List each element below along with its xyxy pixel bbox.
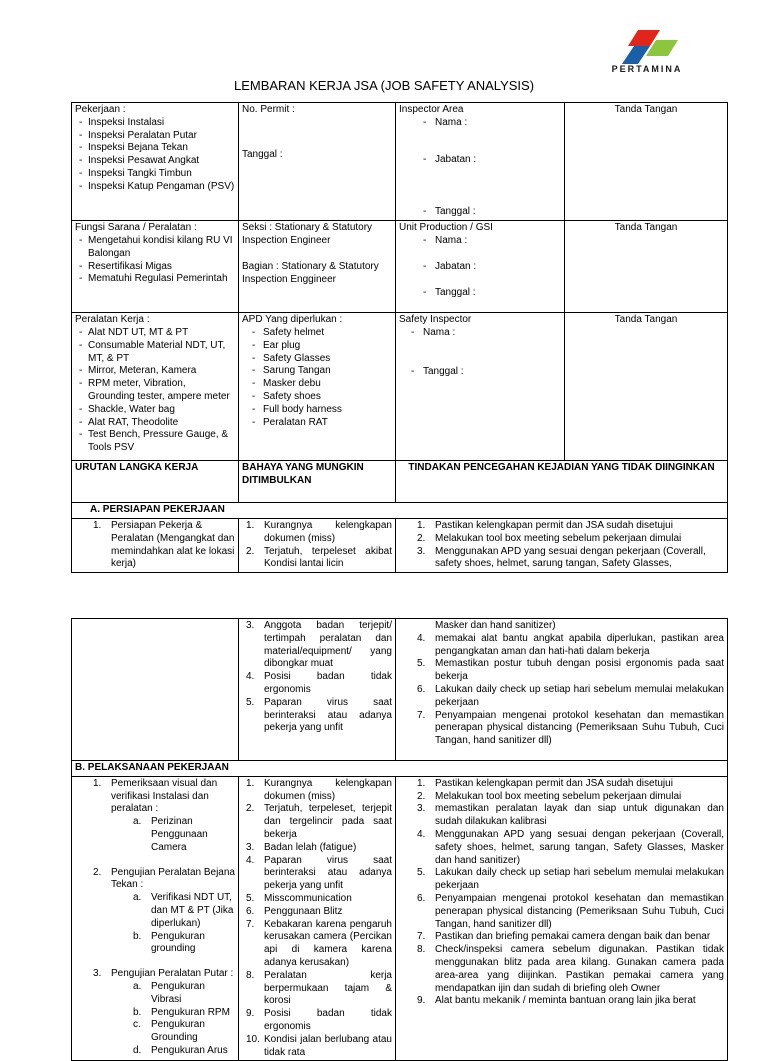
action-cell xyxy=(396,518,728,572)
action-item: 3. memastikan peralatan layak dan siap untuk digunakan dan sudah dilakukan kalibrasi xyxy=(417,803,724,828)
pekerjaan-item: - Inspeksi Instalasi xyxy=(79,117,235,130)
hazard-item: 6. Penggunaan Blitz xyxy=(246,905,343,917)
hazard-item: 2. Terjatuh, terpeleset, terjepit dan tergelincir pada saat bekerja xyxy=(246,803,392,840)
section-a-title: A. PERSIAPAN PEKERJAAN xyxy=(72,503,728,519)
step-item: 1. Persiapan Pekerja & Peralatan (Mengangkat dan memindahkan alat ke lokasi kerja) xyxy=(93,519,235,570)
apd-label: APD Yang diperlukan : xyxy=(242,314,343,326)
sub-step-item: a. Perizinan Penggunaan Camera xyxy=(133,816,208,853)
step-cell xyxy=(72,619,239,761)
fungsi-label: Fungsi Sarana / Peralatan : xyxy=(75,222,197,234)
pekerjaan-list xyxy=(75,117,235,194)
action-item: 5. Lakukan daily check up setiap hari sebelum memulai melakukan pekerjaan xyxy=(417,867,724,892)
page-gap xyxy=(0,600,768,618)
jabatan-label: - Jabatan : xyxy=(423,261,561,274)
jsa-table-page-2 xyxy=(71,618,728,1061)
tanggal-label: - Tanggal : xyxy=(411,366,561,379)
action-item: 3. Menggunakan APD yang sesuai dengan pekerjaan (Coverall, safety shoes, helmet, sarung tangan, Safety Glasses, xyxy=(417,545,706,570)
hazard-item: 1. Kurangnya kelengkapan dokumen (miss) xyxy=(246,777,392,802)
hazard-list xyxy=(242,778,392,1060)
pekerjaan-item: - Inspeksi Bejana Tekan xyxy=(79,142,235,155)
apd-item: - Safety shoes xyxy=(252,391,392,404)
peralatan-list xyxy=(75,327,235,455)
section-b-row xyxy=(72,761,728,777)
action-item: 1. Pastikan kelengkapan permit dan JSA sudah disetujui xyxy=(417,777,673,789)
sub-step-item: a. Pengukuran Vibrasi xyxy=(133,980,205,1005)
action-item: 4. memakai alat bantu angkat apabila diperlukan, pastikan area pengangkatan aman dan hati-hati dalam bekerja xyxy=(417,632,724,657)
seksi-text: Seksi : Stationary & Statutory Inspection Engineer xyxy=(242,222,373,246)
hazard-item: 3. Anggota badan terjepit/ tertimpah peralatan dan material/equipment/ yang dibongkar muat xyxy=(246,620,392,670)
peralatan-item: - Alat NDT UT, MT & PT xyxy=(79,327,235,340)
hazard-item: 1. Kurangnya kelengkapan dokumen (miss) xyxy=(246,519,392,544)
fungsi-list xyxy=(75,235,235,286)
action-item: 8. Check/inspeksi camera sebelum digunakan. Pastikan tidak menggunakan blitz pada area kilang. Gunakan camera pada area-area yang diijinkan. Pastikan pemakai camera yang mendapatkan ijin dan sudah di briefing oleh Owner xyxy=(417,944,724,994)
signature-cell xyxy=(565,221,728,313)
jabatan-label: - Jabatan : xyxy=(423,154,561,167)
apd-item: - Safety helmet xyxy=(252,327,392,340)
nama-label: - Nama : xyxy=(423,235,561,248)
peralatan-label: Peralatan Kerja : xyxy=(75,314,150,326)
hazard-item: 5. Paparan virus saat berinteraksi atau adanya pekerja yang unfit xyxy=(246,696,392,734)
hazard-item: 9. Posisi badan tidak ergonomis xyxy=(246,1008,392,1032)
hazard-cell xyxy=(239,619,396,761)
step-item: 1. Pemeriksaan visual dan verifikasi Instalasi dan peralatan : a. Perizinan Penggunaan Camera xyxy=(91,778,235,855)
hazard-item: 4. Paparan virus saat berinteraksi atau adanya pekerja yang unfit xyxy=(246,854,392,892)
inspector-cell xyxy=(396,103,565,221)
peralatan-item: - Shackle, Water bag xyxy=(79,404,235,417)
action-list xyxy=(399,633,724,748)
apd-item: - Sarung Tangan xyxy=(252,365,392,378)
hazard-item: 8. Peralatan kerja berpermukaan tajam & korosi xyxy=(246,969,392,1007)
signature-label: Tanda Tangan xyxy=(614,314,678,326)
hazard-item: 3. Badan lelah (fatigue) xyxy=(246,841,357,853)
apd-cell xyxy=(239,313,396,461)
hazard-cell xyxy=(239,518,396,572)
info-row-2 xyxy=(72,221,728,313)
hazard-item: 4. Posisi badan tidak ergonomis xyxy=(246,671,392,695)
action-item: 7. Pastikan dan briefing pemakai camera dengan baik dan benar xyxy=(417,931,711,943)
peralatan-item: - Consumable Material NDT, UT, MT, & PT xyxy=(79,340,235,366)
section-a-row-1 xyxy=(72,518,728,572)
action-cell xyxy=(396,776,728,1061)
action-item: 7. Penyampaian mengenai protokol kesehatan dan memastikan penerapan physical distancing (Pemeriksaan Suhu Tubuh, Cuci Tangan, hand sanitizer dll) xyxy=(417,709,724,747)
safety-inspector-cell xyxy=(396,313,565,461)
pekerjaan-label: Pekerjaan : xyxy=(75,104,126,115)
action-list xyxy=(399,778,724,1008)
apd-item: - Safety Glasses xyxy=(252,353,392,366)
sub-step-item: b. Pengukuran RPM xyxy=(133,1006,230,1018)
sub-step-item: c. Pengukuran Grounding xyxy=(133,1019,205,1044)
action-item: 4. Menggunakan APD yang sesuai dengan pekerjaan (Coverall, safety shoes, helmet, sarung tangan, Safety Glasses, Masker dan hand sanitizer) xyxy=(417,828,724,866)
action-item: 6. Lakukan daily check up setiap hari sebelum memulai melakukan pekerjaan xyxy=(417,683,724,708)
action-list xyxy=(399,520,724,571)
tanggal-label: Tanggal : xyxy=(242,148,283,160)
document-page-2 xyxy=(0,618,768,1058)
action-cell xyxy=(396,619,728,761)
hazard-item: 2. Terjatuh, terpeleset akibat Kondisi lantai licin xyxy=(246,545,392,570)
sub-step-item: a. Verifikasi NDT UT, dan MT & PT (Jika diperlukan) xyxy=(133,892,234,929)
step-list xyxy=(75,778,235,1058)
hazard-item: 10. Kondisi jalan berlubang atau tidak rata xyxy=(246,1033,392,1058)
action-continuation: Masker dan hand sanitizer) xyxy=(435,620,556,631)
apd-item: - Ear plug xyxy=(252,340,392,353)
fungsi-item: - Mematuhi Regulasi Pemerintah xyxy=(79,273,235,286)
fungsi-item: - Resertifikasi Migas xyxy=(79,261,235,274)
apd-item: - Full body harness xyxy=(252,404,392,417)
permit-label: No. Permit : xyxy=(242,104,295,115)
step-item: 3. Pengujian Peralatan Putar : a. Pengukuran Vibrasi b. Pengukuran RPM c. Pengukuran Grounding d. Pengukuran Arus xyxy=(93,968,234,1056)
nama-label: - Nama : xyxy=(423,117,561,130)
signature-label: Tanda Tangan xyxy=(614,104,678,115)
bahaya-header: BAHAYA YANG MUNGKIN DITIMBULKAN xyxy=(239,461,396,503)
unit-label: Unit Production / GSI xyxy=(399,222,493,234)
hazard-list xyxy=(242,520,392,571)
inspector-label: Inspector Area xyxy=(399,104,464,115)
seksi-cell xyxy=(239,221,396,313)
action-item: 5. Memastikan postur tubuh dengan posisi ergonomis pada saat bekerja xyxy=(417,658,724,683)
step-item: 2. Pengujian Peralatan Bejana Tekan : a. Verifikasi NDT UT, dan MT & PT (Jika diperlukan) b. Pengukuran grounding xyxy=(93,866,235,955)
fungsi-cell xyxy=(72,221,239,313)
column-header-row xyxy=(72,461,728,503)
info-row-3 xyxy=(72,313,728,461)
jsa-table-page-1 xyxy=(71,102,728,573)
pekerjaan-item: - Inspeksi Katup Pengaman (PSV) xyxy=(79,181,235,194)
action-item: 6. Penyampaian mengenai protokol kesehatan dan memastikan penerapan physical distancing (Pemeriksaan Suhu Tubuh, Cuci Tangan, hand sanitizer dll) xyxy=(417,892,724,930)
hazard-item: 7. Kebakaran karena pengaruh kerusakan camera (Percikan api di kamera karena adanya kerusakan) xyxy=(246,918,392,968)
fungsi-item: - Mengetahui kondisi kilang RU VI Balongan xyxy=(79,235,235,261)
hazard-list xyxy=(242,620,392,735)
signature-label: Tanda Tangan xyxy=(614,222,678,234)
action-item: 2. Melakukan tool box meeting sebelum pekerjaan dimulai xyxy=(417,532,682,544)
nama-label: - Nama : xyxy=(411,327,561,340)
tindakan-header: TINDAKAN PENCEGAHAN KEJADIAN YANG TIDAK DIINGINKAN xyxy=(396,461,728,503)
signature-cell xyxy=(565,103,728,221)
logo-text: PERTAMINA xyxy=(611,64,683,74)
peralatan-cell xyxy=(72,313,239,461)
bagian-text: Bagian : Stationary & Statutory Inspection Enggineer xyxy=(242,260,379,285)
page-title: LEMBARAN KERJA JSA (JOB SAFETY ANALYSIS) xyxy=(233,78,535,93)
hazard-item: 5. Misscommunication xyxy=(246,892,352,904)
step-cell xyxy=(72,776,239,1061)
pekerjaan-item: - Inspeksi Tangki Timbun xyxy=(79,168,235,181)
sub-step-item: d. Pengukuran Arus xyxy=(133,1044,228,1056)
pekerjaan-item: - Inspeksi Peralatan Putar xyxy=(79,130,235,143)
tanggal-label: - Tanggal : xyxy=(423,287,561,300)
signature-cell xyxy=(565,313,728,461)
peralatan-item: - Alat RAT, Theodolite xyxy=(79,417,235,430)
apd-item: - Peralatan RAT xyxy=(252,417,392,430)
urutan-header: URUTAN LANGKA KERJA xyxy=(72,461,239,503)
action-item: 9. Alat bantu mekanik / meminta bantuan orang lain jika berat xyxy=(417,995,696,1007)
step-cell xyxy=(72,518,239,572)
permit-cell xyxy=(239,103,396,221)
apd-list xyxy=(242,327,392,429)
pekerjaan-item: - Inspeksi Pesawat Angkat xyxy=(79,155,235,168)
safety-inspector-label: Safety Inspector xyxy=(399,314,472,326)
peralatan-item: - RPM meter, Vibration, Grounding tester, ampere meter xyxy=(79,378,235,404)
action-item: 1. Pastikan kelengkapan permit dan JSA sudah disetujui xyxy=(417,519,673,531)
info-row-1 xyxy=(72,103,728,221)
action-item: 2. Melakukan tool box meeting sebelum pekerjaan dimulai xyxy=(417,790,682,802)
unit-cell xyxy=(396,221,565,313)
tanggal-label: - Tanggal : xyxy=(423,206,561,219)
section-a-row-2 xyxy=(72,619,728,761)
peralatan-item: - Test Bench, Pressure Gauge, & Tools PSV xyxy=(79,429,235,455)
section-b-content-row xyxy=(72,776,728,1061)
peralatan-item: - Mirror, Meteran, Kamera xyxy=(79,365,235,378)
section-b-title: B. PELAKSANAAN PEKERJAAN xyxy=(72,761,728,777)
apd-item: - Masker debu xyxy=(252,378,392,391)
section-a-row xyxy=(72,503,728,519)
pekerjaan-cell xyxy=(72,103,239,221)
sub-step-item: b. Pengukuran grounding xyxy=(133,930,205,955)
hazard-cell xyxy=(239,776,396,1061)
